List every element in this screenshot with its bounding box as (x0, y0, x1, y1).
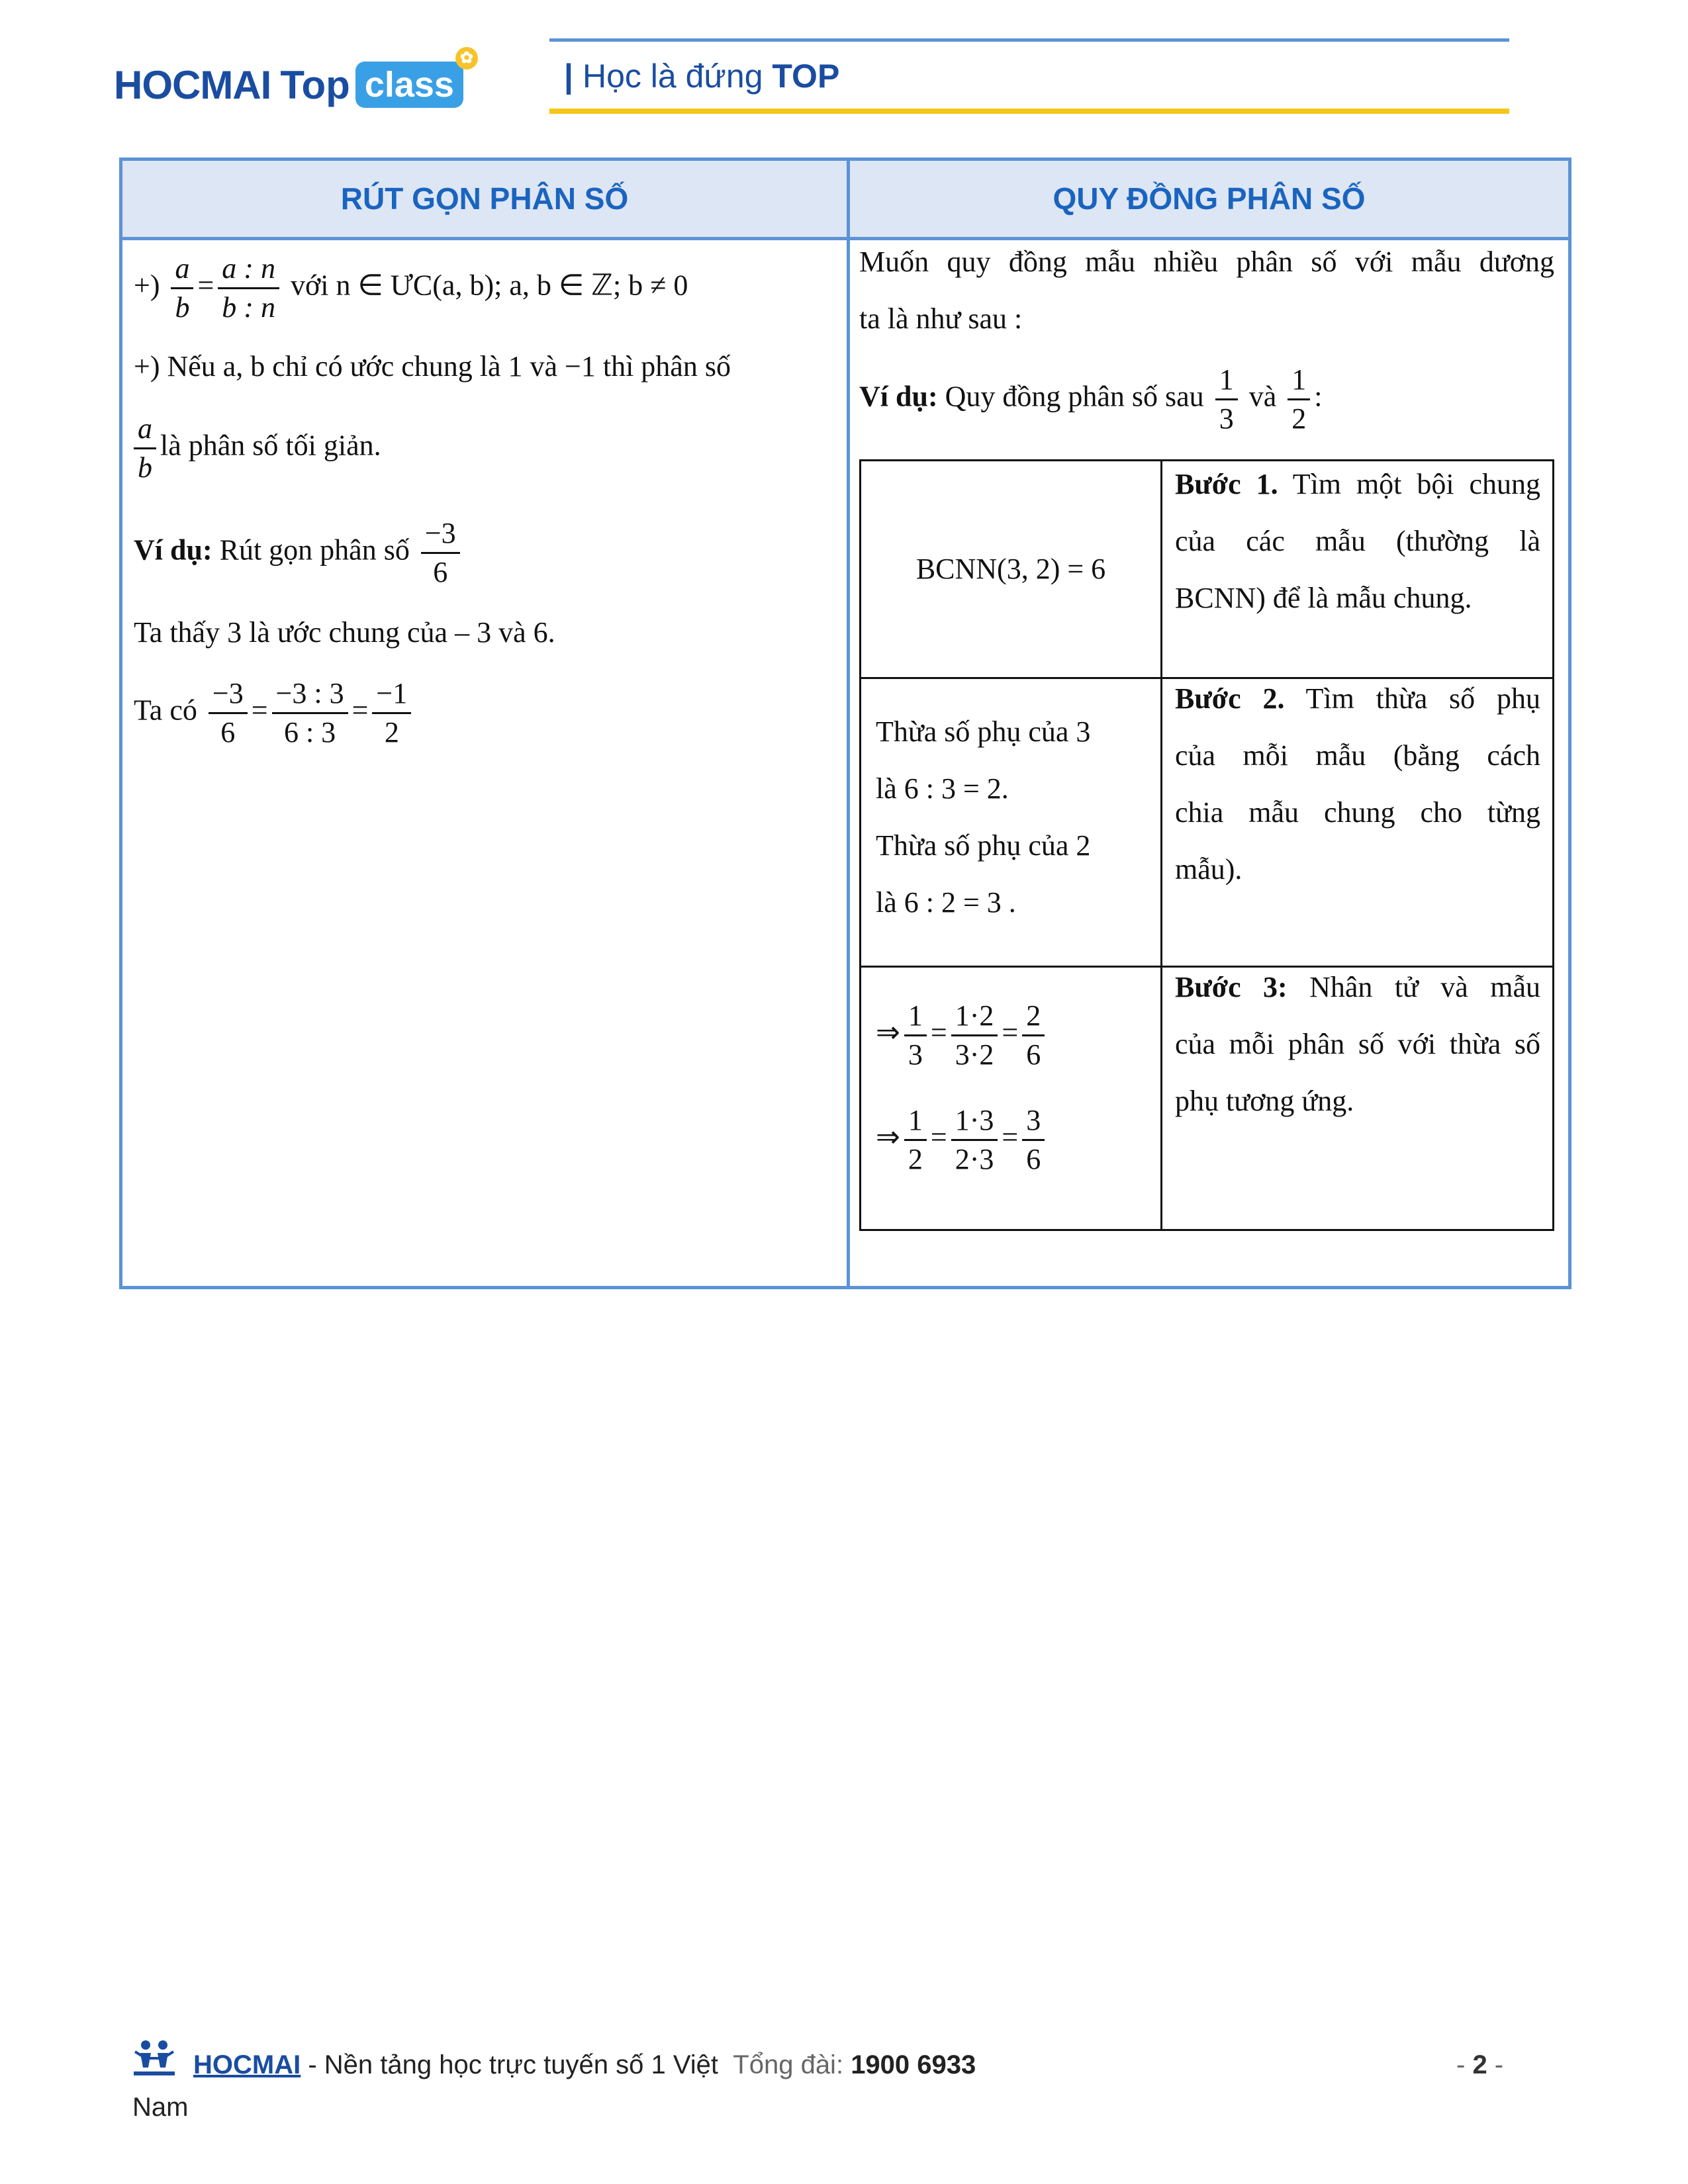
footer-brand-link[interactable]: HOCMAI (193, 2050, 301, 2079)
implies-icon: ⇒ (876, 1120, 900, 1154)
fraction (951, 997, 998, 1073)
frac-den: b (175, 291, 190, 324)
fraction-an-bn (218, 250, 279, 326)
equals: = (197, 269, 214, 302)
example-label: Ví dụ: (859, 380, 938, 413)
frac-den: 2 (908, 1143, 923, 1175)
fraction-calc-2 (272, 675, 348, 751)
logo-hocmai-text: HOCMAI (114, 62, 271, 107)
logo-class-text: class (364, 65, 454, 105)
footer-line (193, 2050, 976, 2080)
footer-hotline-label: Tổng đài: (733, 2050, 844, 2079)
rule-2-line2 (134, 410, 381, 486)
step2-line3: chia mẫu chung cho từng (1175, 796, 1540, 829)
step3-line1 (1175, 959, 1540, 1016)
step2-title: Bước 2. (1175, 682, 1285, 715)
step1-example: BCNN(3, 2) = 6 (915, 553, 1106, 585)
fraction-a-b (171, 250, 193, 326)
frac-num: a : n (218, 250, 279, 289)
step2-line4: mẫu). (1175, 853, 1243, 886)
frac-den: 6 (1026, 1143, 1041, 1175)
slogan (564, 57, 839, 95)
slogan-bold: TOP (772, 58, 840, 95)
step3-title: Bước 3: (1175, 971, 1288, 1003)
logo-top-text: Top (280, 62, 350, 107)
step2-line1 (1175, 670, 1540, 727)
equals: = (930, 1120, 947, 1154)
slogan-bar: | (564, 58, 573, 95)
fraction (904, 1102, 927, 1178)
right-intro-line2: ta là như sau : (859, 302, 1023, 335)
fraction-a-b-2 (134, 410, 156, 486)
column-divider (847, 161, 850, 1286)
right-column-header: QUY ĐỒNG PHÂN SỐ (1053, 181, 1366, 216)
rule-2-text: là phân số tối giản. (160, 429, 381, 462)
right-intro-line1: Muốn quy đồng mẫu nhiều phân số với mẫu dương (859, 246, 1554, 278)
fraction (1022, 997, 1045, 1073)
step3-equation-2 (876, 1102, 1049, 1178)
equals: = (930, 1016, 947, 1049)
implies-icon: ⇒ (876, 1016, 900, 1049)
frac-num: 3 (1022, 1102, 1045, 1141)
frac-num: −1 (372, 675, 411, 714)
colon: : (1314, 380, 1323, 413)
logo-class-badge (355, 49, 473, 108)
frac-num: 1 (1288, 361, 1310, 400)
step2-line2: của mỗi mẫu (bằng cách (1175, 739, 1540, 772)
frac-den: 6 (220, 716, 236, 749)
step3-text1: Nhân tử và mẫu (1309, 971, 1540, 1003)
star-icon: ✿ (455, 47, 478, 69)
equals: = (352, 694, 369, 727)
frac-den: 2 (384, 716, 399, 749)
fraction-1-2 (1288, 361, 1310, 437)
frac-den: 3 (1219, 402, 1234, 435)
frac-num: 1 (904, 997, 927, 1036)
steps-column-divider (1160, 461, 1162, 1229)
frac-den: 6 (1026, 1038, 1041, 1071)
table-header-row (122, 161, 1568, 240)
step3-equation-1 (876, 997, 1049, 1073)
step3-line3: phụ tương ứng. (1175, 1085, 1354, 1117)
example-text: Quy đồng phân số sau (945, 380, 1204, 413)
example-text: Rút gọn phân số (219, 533, 410, 567)
page-suffix: - (1487, 2050, 1504, 2079)
header-bottom-line (549, 109, 1509, 114)
left-example (134, 515, 464, 591)
step2-example-line1: Thừa số phụ của 3 (876, 715, 1091, 748)
steps-table (859, 459, 1554, 1231)
frac-num: −3 (209, 675, 248, 714)
frac-num: 1·2 (951, 997, 998, 1036)
frac-num: 1·3 (951, 1102, 998, 1141)
fraction (904, 997, 927, 1073)
step1-line3: BCNN) để là mẫu chung. (1175, 582, 1472, 614)
frac-den: 6 : 3 (283, 716, 336, 749)
frac-num: a (171, 250, 193, 289)
frac-num: 2 (1022, 997, 1045, 1036)
left-calculation (134, 675, 415, 751)
frac-num: −3 (421, 515, 460, 554)
frac-den: 2 (1291, 402, 1307, 435)
footer-text: - Nền tảng học trực tuyến số 1 Việt (301, 2050, 719, 2079)
step1-line2: của các mẫu (thường là (1175, 525, 1540, 557)
rule-1-prefix: +) (134, 269, 160, 302)
step1-text1: Tìm một bội chung (1292, 468, 1540, 500)
frac-den: 3·2 (955, 1038, 994, 1071)
fraction-calc-3 (372, 675, 411, 751)
step2-text1: Tìm thừa số phụ (1305, 682, 1540, 715)
and-word: và (1248, 380, 1277, 413)
equals: = (251, 694, 268, 727)
rule-1-with: với (290, 269, 329, 302)
step2-example-line3: Thừa số phụ của 2 (876, 829, 1091, 862)
rule-1-condition: n ∈ ƯC(a, b); a, b ∈ ℤ; b ≠ 0 (336, 269, 688, 302)
fraction (951, 1102, 998, 1178)
frac-num: 1 (904, 1102, 927, 1141)
hocmai-footer-logo-icon (131, 2038, 177, 2081)
equals: = (1002, 1016, 1019, 1049)
frac-den: 3 (908, 1038, 923, 1071)
frac-num: −3 : 3 (272, 675, 348, 714)
rule-2-line1: +) Nếu a, b chỉ có ước chung là 1 và −1 thì phân số (134, 350, 731, 383)
fraction-1-3 (1215, 361, 1238, 437)
fraction-calc-1 (209, 675, 248, 751)
footer-hotline: 1900 6933 (851, 2050, 976, 2079)
step1-line1 (1175, 456, 1540, 513)
equals: = (1002, 1120, 1019, 1154)
step1-title: Bước 1. (1175, 468, 1278, 500)
left-note: Ta thấy 3 là ước chung của – 3 và 6. (134, 616, 555, 649)
step3-line2: của mỗi phân số với thừa số (1175, 1028, 1540, 1060)
page-number (1456, 2050, 1503, 2080)
step2-example-line4: là 6 : 2 = 3 . (876, 886, 1016, 919)
hocmai-topclass-logo[interactable] (114, 49, 473, 111)
slogan-text: Học là đứng (583, 58, 763, 95)
step2-example-line2: là 6 : 3 = 2. (876, 772, 1009, 805)
page-prefix: - (1456, 2050, 1473, 2079)
page-value: 2 (1472, 2050, 1487, 2079)
footer-line-2: Nam (132, 2093, 189, 2122)
example-label: Ví dụ: (134, 533, 212, 567)
header-top-line (549, 38, 1509, 42)
fraction-minus3-6 (421, 515, 460, 591)
frac-den: 6 (433, 556, 448, 588)
frac-den: b (138, 451, 152, 484)
right-example (859, 361, 1322, 437)
left-column-header: RÚT GỌN PHÂN SỐ (340, 181, 629, 216)
frac-den: 2·3 (955, 1143, 994, 1175)
rule-1 (134, 250, 688, 326)
frac-num: a (134, 410, 156, 449)
frac-num: 1 (1215, 361, 1238, 400)
frac-den: b : n (222, 291, 275, 324)
calc-prefix: Ta có (134, 694, 197, 727)
fraction (1022, 1102, 1045, 1178)
